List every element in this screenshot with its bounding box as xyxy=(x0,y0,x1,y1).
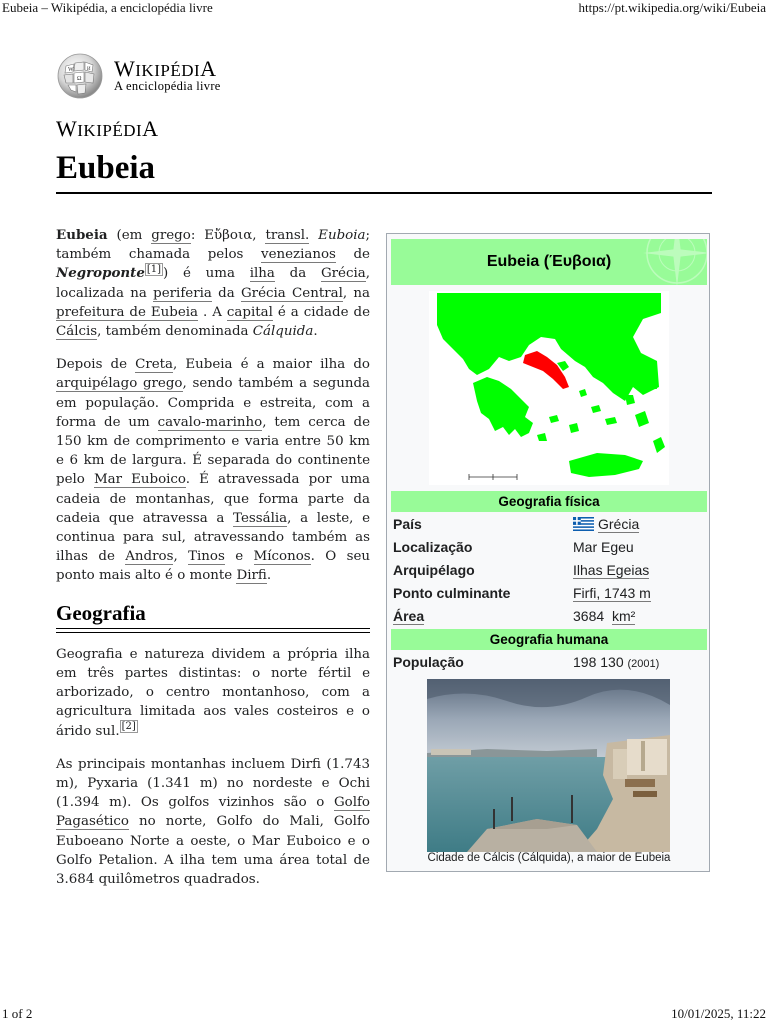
print-header xyxy=(0,0,768,16)
wikipedia-globe-icon xyxy=(56,52,104,100)
link-mar-euboico[interactable]: Mar Euboico xyxy=(93,472,186,488)
wikipedia-logo[interactable] xyxy=(56,52,256,102)
svg-text:Ω: Ω xyxy=(77,76,82,82)
infobox-section-physical: Geografia física xyxy=(391,491,707,512)
link-venezianos[interactable]: venezianos xyxy=(261,247,336,263)
link-infobox-km2[interactable]: km² xyxy=(611,608,636,624)
wikipedia-tagline: A enciclopédia livre xyxy=(114,79,221,93)
wikipedia-wordmark-print: WIKIPÉDIA xyxy=(56,116,159,141)
link-tessalia[interactable]: Tessália xyxy=(233,510,288,526)
link-infobox-archipelago[interactable]: Ilhas Egeias xyxy=(573,562,650,578)
link-infobox-area[interactable]: Área xyxy=(393,608,425,624)
link-tinos[interactable]: Tinos xyxy=(188,549,225,565)
svg-text:И: И xyxy=(87,67,91,72)
link-golfo-pagasetico[interactable]: Golfo Pagasético xyxy=(56,795,370,830)
infobox-row-country: País Grécia xyxy=(393,516,640,532)
infobox-row-area: Área 3684 km² xyxy=(393,608,636,624)
second-paragraph: Depois de Creta, Eubeia é a maior ilha do arquipélago grego, sendo também a segunda em população. Comprida e estreita, com a forma de um cavalo-marinho, tem cerca de 150 km de comprimento e varia entre 50 km e 6 km de largura. É separada do continente pelo Mar Euboico. É atravessada por uma cadeia de montanhas, que forma parte da cadeia que atravessa a Tessália, a leste, e continua para sul, atravessando também as ilhas de Andros, Tinos e Míconos. O seu ponto mais alto é o monte Dirfi. xyxy=(56,357,371,584)
intro-paragraph: Eubeia (em grego: Εὔβοια, transl. Euboia; também chamada pelos venezianos de Negroponte [1] ) é uma ilha da Grécia, localizada na periferia da Grécia Central, na prefeitura de Eubeia . A capital é a cidade de Cálcis, também denominada Cálquida. xyxy=(56,227,371,340)
print-url[interactable]: https://pt.wikipedia.org/wiki/Eubeia xyxy=(578,0,766,15)
link-calcis[interactable]: Cálcis xyxy=(56,324,98,340)
link-prefeitura-eubeia[interactable]: prefeitura de Eubeia xyxy=(56,304,199,320)
link-infobox-country[interactable]: Grécia xyxy=(598,516,640,532)
print-datetime: 10/01/2025, 11:22 xyxy=(671,1006,766,1021)
link-cavalo-marinho[interactable]: cavalo-marinho xyxy=(157,414,263,430)
geografia-paragraph-1: Geografia e natureza dividem a própria ilha em três partes distintas: o norte fértil e arborizado, o centro montanhoso, com a agricultura limitada aos vales costeiros e o árido sul. [2] xyxy=(56,646,370,739)
print-page-number: 1 of 2 xyxy=(2,1006,33,1021)
compass-rose-icon xyxy=(617,239,707,285)
section-divider xyxy=(56,628,370,629)
greece-flag-icon xyxy=(573,517,594,531)
link-creta[interactable]: Creta xyxy=(135,357,174,373)
link-dirfi[interactable]: Dirfi xyxy=(236,568,267,584)
page-title: Eubeia xyxy=(56,150,156,186)
infobox-row-archipelago: Arquipélago Ilhas Egeias xyxy=(393,562,650,578)
link-arquipelago-grego[interactable]: arquipélago grego xyxy=(56,376,183,392)
reference-1[interactable]: [1] xyxy=(146,263,162,275)
link-grecia-central[interactable]: Grécia Central xyxy=(240,285,343,301)
infobox-section-human: Geografia humana xyxy=(391,629,707,650)
infobox-row-population: População 198 130 (2001) xyxy=(393,654,660,670)
link-periferia[interactable]: periferia xyxy=(153,285,212,301)
photo-caption: Cidade de Cálcis (Cálquida), a maior de Eubeia xyxy=(427,852,671,864)
location-map[interactable] xyxy=(429,291,669,485)
title-divider xyxy=(56,192,712,194)
article-body xyxy=(56,226,370,903)
chalcis-photo[interactable] xyxy=(427,679,670,852)
link-transl[interactable]: transl. xyxy=(265,228,310,243)
print-page-title: Eubeia – Wikipédia, a enciclopédia livre xyxy=(2,0,213,15)
section-divider-secondary xyxy=(56,632,370,633)
link-andros[interactable]: Andros xyxy=(125,549,174,565)
section-heading-geografia: Geografia xyxy=(56,600,146,625)
link-grego[interactable]: grego xyxy=(151,228,191,243)
link-ilha[interactable]: ilha xyxy=(249,266,275,282)
wikipedia-wordmark: WIKIPÉDIA xyxy=(114,56,217,81)
print-footer xyxy=(0,1006,768,1024)
link-miconos[interactable]: Míconos xyxy=(253,549,311,565)
link-capital[interactable]: capital xyxy=(226,304,273,320)
infobox-title: Eubeia (Έυβοια) xyxy=(391,239,707,285)
svg-text:W: W xyxy=(68,67,74,73)
geografia-paragraph-2: As principais montanhas incluem Dirfi (1.743 m), Pyxaria (1.341 m) no nordeste e Ochi (1.394 m). Os golfos vizinhos são o Golfo Pagasético no norte, Golfo do Mali, Golfo Euboeano Norte a oeste, o Mar Euboico e o Golfo Petalion. A ilha tem uma área total de 3.684 quilômetros quadrados. xyxy=(56,756,370,888)
link-grecia[interactable]: Grécia xyxy=(320,266,366,282)
infobox xyxy=(386,233,710,872)
reference-2[interactable]: [2] xyxy=(121,721,136,733)
link-infobox-highest-point[interactable]: Firfi, 1743 m xyxy=(573,585,651,601)
infobox-row-highest-point: Ponto culminante Firfi, 1743 m xyxy=(393,585,651,601)
infobox-row-location: Localização Mar Egeu xyxy=(393,539,634,555)
